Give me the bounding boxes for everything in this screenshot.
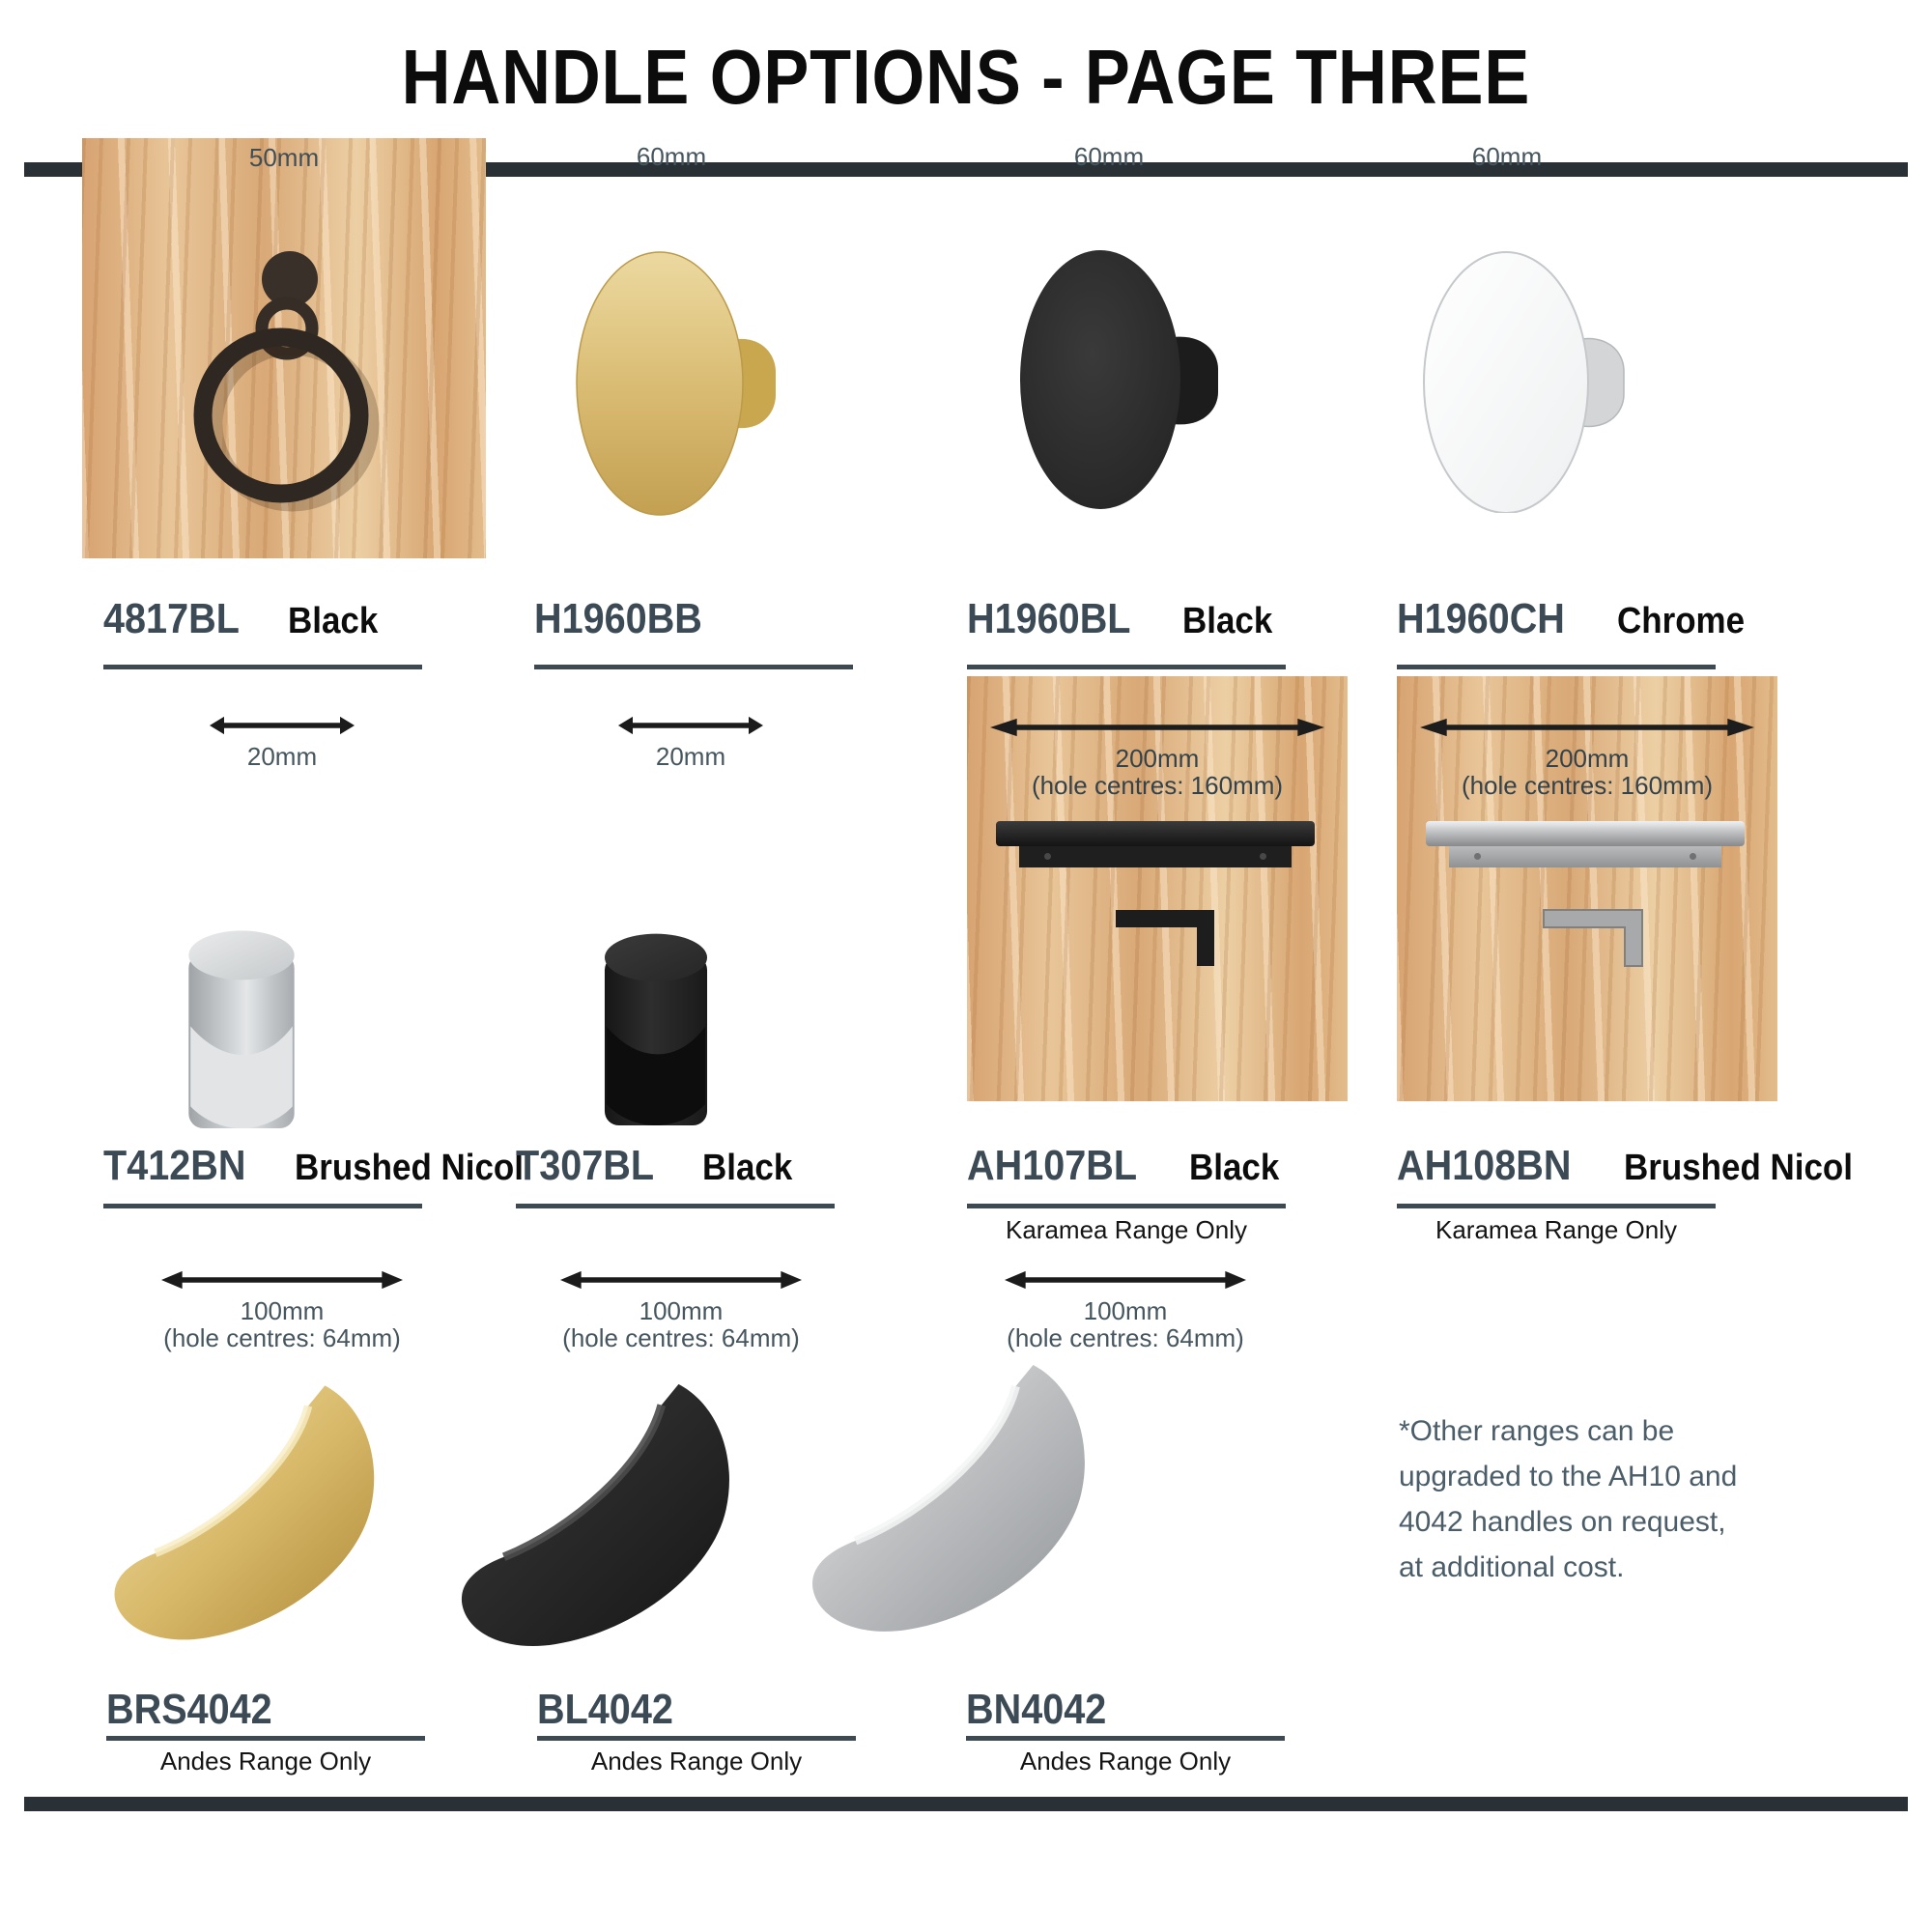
dimension-length-label: 200mm [1545, 744, 1630, 773]
cylinder-knob-image-nickel [178, 914, 305, 1151]
curved-handle-image-black [440, 1377, 747, 1652]
label-underline [537, 1736, 856, 1741]
curved-handle-image-brass [95, 1377, 389, 1647]
range-note: Karamea Range Only [1005, 1215, 1248, 1244]
product-finish: Black [702, 1148, 793, 1188]
cylinder-knob-image-black [594, 914, 718, 1151]
label-underline [106, 1736, 425, 1741]
product-code: BN4042 [966, 1686, 1107, 1733]
page-header [0, 33, 1932, 122]
range-note: Andes Range Only [590, 1747, 803, 1776]
dimension-arrow-icon [210, 715, 355, 736]
note-line: 4042 handles on request, [1399, 1506, 1726, 1538]
product-code: T412BN [103, 1142, 246, 1189]
product-code: BL4042 [537, 1686, 673, 1733]
bar-handle-top-image [996, 821, 1315, 846]
hole-centres-label: (hole centres: 64mm) [1007, 1323, 1244, 1352]
dimension-arrow-icon [560, 1269, 802, 1291]
bar-handle-profile-image [1540, 904, 1646, 974]
product-code: AH108BN [1397, 1142, 1572, 1189]
product-label-ah107bl [967, 1142, 1287, 1190]
product-label-4817bl [103, 595, 385, 643]
wood-sample-4817bl [82, 138, 486, 558]
size-label: 50mm [248, 143, 320, 172]
dimension-length-label: 100mm [1083, 1296, 1168, 1325]
upgrade-note [1399, 1408, 1737, 1590]
product-finish: Chrome [1616, 601, 1745, 641]
bottom-divider-bar [24, 1797, 1908, 1811]
product-finish: Brushed Nicol [295, 1148, 525, 1188]
wood-sample-ah107bl [967, 676, 1348, 1101]
range-note: Karamea Range Only [1435, 1215, 1678, 1244]
product-label-brs4042 [106, 1686, 291, 1734]
wood-sample-ah108bn [1397, 676, 1777, 1101]
product-code: H1960BB [534, 595, 702, 642]
note-line: at additional cost. [1399, 1551, 1625, 1583]
ring-pull-handle-image [82, 138, 486, 558]
dimension-length-label: 20mm [246, 742, 318, 771]
bar-handle-profile-image [1112, 904, 1218, 974]
product-finish: Black [288, 601, 379, 641]
product-label-bn4042 [966, 1686, 1122, 1734]
note-line: *Other ranges can be [1399, 1415, 1675, 1447]
dimension-arrow-icon [161, 1269, 403, 1291]
knob-image-black [1019, 247, 1227, 513]
label-underline [1397, 665, 1716, 669]
dimension-arrow-icon [1420, 717, 1754, 738]
dimension-length-label: 100mm [639, 1296, 724, 1325]
hole-centres-label: (hole centres: 160mm) [1031, 771, 1284, 800]
bar-handle-top-image [1426, 821, 1745, 846]
note-line: upgraded to the AH10 and [1399, 1461, 1738, 1492]
product-code: AH107BL [967, 1142, 1138, 1189]
dimension-length-label: 100mm [240, 1296, 325, 1325]
hole-centres-label: (hole centres: 64mm) [163, 1323, 401, 1352]
size-label: 60mm [1471, 142, 1543, 171]
product-finish: Black [1189, 1148, 1280, 1188]
label-underline [103, 665, 422, 669]
product-label-t307bl [516, 1142, 801, 1190]
bar-handle-plate [1019, 846, 1292, 867]
product-label-h1960bb [534, 595, 754, 643]
knob-image-chrome [1423, 247, 1635, 513]
product-code: H1960BL [967, 595, 1131, 642]
label-underline [103, 1204, 422, 1208]
product-code: H1960CH [1397, 595, 1565, 642]
product-label-h1960ch [1397, 595, 1755, 643]
dimension-length-label: 20mm [655, 742, 726, 771]
dimension-arrow-icon [990, 717, 1324, 738]
hole-centres-label: (hole centres: 160mm) [1461, 771, 1714, 800]
knob-image-brass [575, 248, 782, 519]
hole-centres-label: (hole centres: 64mm) [562, 1323, 800, 1352]
size-label: 60mm [1073, 142, 1145, 171]
product-label-h1960bl [967, 595, 1280, 643]
label-underline [967, 665, 1286, 669]
product-code: BRS4042 [106, 1686, 272, 1733]
product-label-bl4042 [537, 1686, 689, 1734]
label-underline [967, 1204, 1286, 1208]
bar-handle-plate [1449, 846, 1721, 867]
size-label: 60mm [636, 142, 707, 171]
label-underline [534, 665, 853, 669]
label-underline [516, 1204, 835, 1208]
product-code: 4817BL [103, 595, 240, 642]
product-label-ah108bn [1397, 1142, 1873, 1190]
product-label-t412bn [103, 1142, 544, 1190]
label-underline [1397, 1204, 1716, 1208]
label-underline [966, 1736, 1285, 1741]
dimension-length-label: 200mm [1115, 744, 1200, 773]
range-note: Andes Range Only [1019, 1747, 1232, 1776]
curved-handle-image-nickel [784, 1357, 1108, 1637]
range-note: Andes Range Only [159, 1747, 372, 1776]
product-code: T307BL [516, 1142, 655, 1189]
dimension-arrow-icon [618, 715, 763, 736]
product-finish: Brushed Nicol [1623, 1148, 1853, 1188]
page-title: HANDLE OPTIONS - PAGE THREE [401, 34, 1531, 120]
dimension-arrow-icon [1005, 1269, 1246, 1291]
product-finish: Black [1181, 601, 1273, 641]
